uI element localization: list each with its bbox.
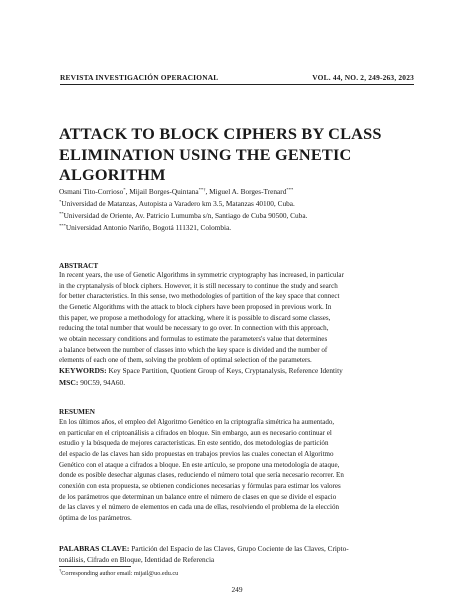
author-name: Miguel A. Borges-Trenard (209, 187, 287, 196)
author-mark: **† (198, 187, 206, 192)
abstract-line: reducing the total number that would be necessary to go over. In connection with this approach, (59, 324, 329, 333)
resumen-line: conexión con esta propuesta, se obtienen condiciones necesarias y fórmulas para estimar los valores (59, 481, 341, 490)
resumen-heading: RESUMEN (59, 408, 95, 416)
author-name: Mijail Borges-Quintana (129, 187, 199, 196)
keywords-text: Key Space Partition, Quotient Group of Keys, Cryptanalysis, Reference Identity (106, 366, 343, 375)
affiliation-mark: *** (59, 223, 66, 228)
abstract-line: this paper, we propose a methodology for attacking, where it is possible to discard some classes, (59, 313, 331, 322)
msc-codes (59, 378, 419, 387)
abstract-line: we obtain necessary conditions and formulas to estimate the parameters's value that determines (59, 334, 328, 343)
affiliation (59, 223, 231, 232)
abstract-line: in the cryptanalysis of block ciphers. However, it is still necessary to continue the study and search (59, 281, 338, 290)
resumen-line: del espacio de las claves han sido propuestas en trabajos previos las cuales conectan el Algoritmo (59, 449, 334, 458)
affiliation-text: Universidad de Oriente, Av. Patricio Lumumba s/n, Santiago de Cuba 90500, Cuba. (63, 211, 308, 220)
volume-info: VOL. 44, NO. 2, 249-263, 2023 (312, 73, 414, 82)
footnote-mark: † (59, 568, 62, 573)
resumen-line: de las claves y el número de elementos en cada una de ellas, resolviendo el problema de la elección (59, 503, 339, 512)
footnote-rule (59, 566, 131, 567)
title-line: ATTACK TO BLOCK CIPHERS BY CLASS (59, 124, 382, 143)
footnote-text: Corresponding author email: mijail@uo.edu.cu (61, 570, 179, 577)
author-separator: , (205, 187, 210, 196)
abstract-line: for better characteristics. In this sense, two methodologies of partition of the key space that connect (59, 292, 340, 301)
resumen-line: Genético con el ataque a cifrados a bloque. En este artículo, se propone una metodología de ataque, (59, 460, 340, 469)
resumen-line: estudio y la búsqueda de mejores características. En este sentido, dos metodologías de partición (59, 439, 329, 448)
msc-label: MSC: (59, 378, 79, 387)
abstract-line: a balance between the number of classes into which the key space is divided and the number of (59, 345, 328, 354)
palabras-clave (59, 544, 419, 553)
abstract-line: the Genetic Algorithms with the attack to block ciphers have been proposed in previous work. In (59, 302, 332, 311)
paper-title (59, 124, 419, 186)
resumen-body (59, 417, 415, 524)
affiliation-text: Universidad de Matanzas, Autopista a Varadero km 3.5, Matanzas 40100, Cuba. (61, 199, 295, 208)
resumen-line: óptima de los parámetros. (59, 513, 132, 522)
page-number: 249 (231, 585, 243, 594)
abstract-line: elements of each one of them, solving the problem of optimal selection of the parameters. (59, 356, 312, 365)
affiliation-mark: ** (59, 211, 64, 216)
abstract-line: In recent years, the use of Genetic Algorithms in symmetric cryptography has increased, in particular (59, 271, 344, 279)
author-mark: * (123, 187, 126, 192)
header-rule (60, 84, 414, 85)
author-separator: , (125, 187, 130, 196)
resumen-line: de los parámetros que determinan un balance entre el número de clases en que se divide el espacio (59, 492, 337, 501)
journal-name: REVISTA INVESTIGACIÓN OPERACIONAL (60, 73, 219, 82)
title-line: ALGORITHM (59, 165, 166, 184)
resumen-line: donde es posible desechar algunas clases, reduciendo el número total que sería necesario recorrer. En (59, 471, 344, 480)
palabras-clave-text: Partición del Espacio de las Claves, Grupo Cociente de las Claves, Cripto- (129, 544, 349, 553)
author-list (59, 187, 293, 196)
affiliation-text: Universidad Antonio Nariño, Bogotá 111321, Colombia. (65, 223, 232, 232)
author-mark: *** (286, 187, 294, 192)
author-name: Osmani Tito-Corrioso (59, 187, 124, 196)
resumen-line: En los últimos años, el empleo del Algoritmo Genético en la criptografía simétrica ha aumentado, (59, 418, 335, 426)
affiliation-mark: * (59, 199, 62, 204)
msc-text: 90C59, 94A60. (78, 378, 126, 387)
running-head (60, 73, 414, 82)
palabras-clave-label: PALABRAS CLAVE: (59, 544, 130, 553)
keywords-label: KEYWORDS: (59, 366, 107, 375)
abstract-heading: ABSTRACT (59, 262, 99, 270)
affiliation (59, 199, 295, 208)
resumen-line: en particular en el criptoanálisis a cifrados en bloque. Sin embargo, aun es necesario continuar el (59, 428, 332, 437)
affiliation (59, 211, 307, 220)
footnote (59, 568, 178, 577)
palabras-clave-continued: tonálisis, Cifrado en Bloque, Identidad de Referencia (59, 555, 215, 564)
title-line: ELIMINATION USING THE GENETIC (59, 144, 352, 164)
abstract-body (59, 270, 415, 366)
keywords (59, 366, 419, 375)
